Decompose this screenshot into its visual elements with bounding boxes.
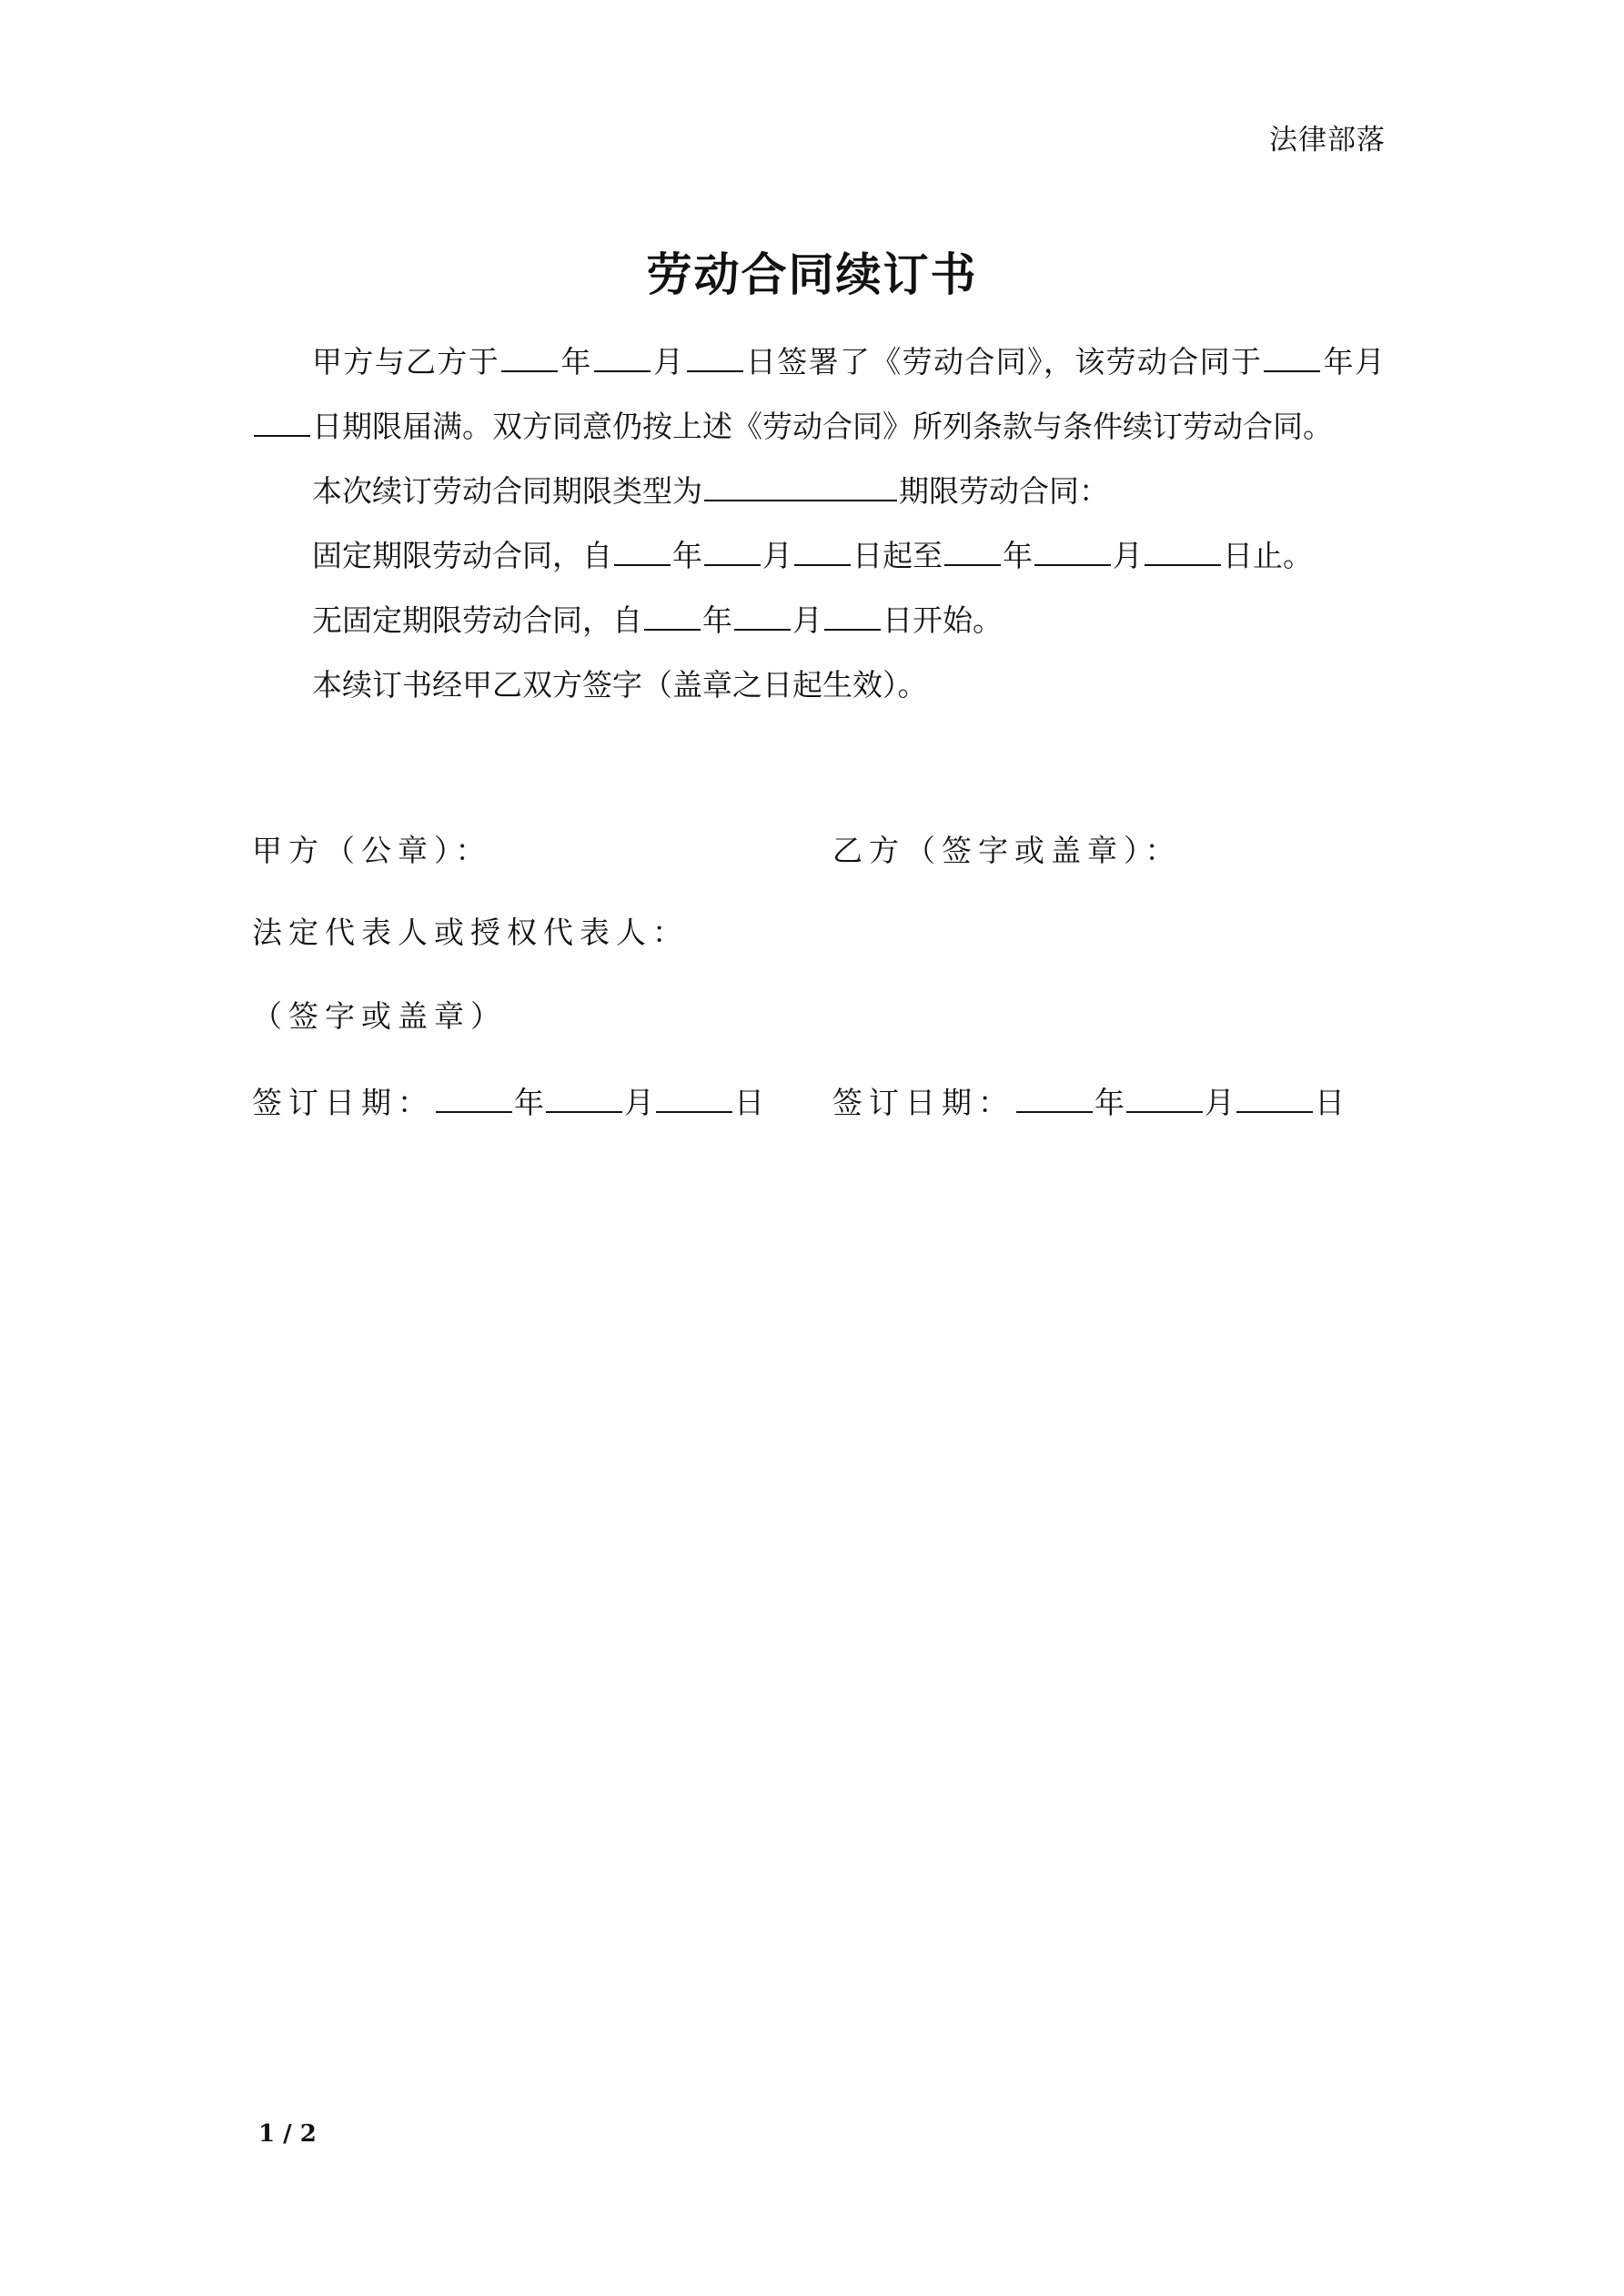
blank-line	[1145, 538, 1221, 566]
party-a-label: 甲方（公章）：	[252, 833, 492, 868]
day-label: 日	[1315, 1085, 1345, 1120]
party-a-sign-date	[252, 1079, 764, 1122]
blank-line	[1236, 1085, 1313, 1113]
blank-line	[254, 409, 310, 437]
fixed-term-text: 日止。	[1223, 538, 1313, 573]
term-type-text: 期限劳动合同：	[899, 473, 1109, 509]
document-body	[252, 329, 1385, 717]
fixed-term-paragraph	[252, 523, 1385, 588]
month-label: 月	[1205, 1085, 1235, 1120]
month-label: 月	[624, 1085, 654, 1120]
blank-line	[1016, 1085, 1093, 1113]
fixed-term-text: 年	[672, 538, 702, 573]
year-label: 年	[1094, 1085, 1125, 1120]
intro-paragraph	[252, 329, 1385, 459]
blank-line	[1034, 538, 1111, 566]
blank-line	[794, 538, 851, 566]
blank-line	[704, 473, 897, 501]
fixed-term-text: 年	[1003, 538, 1033, 573]
blank-line	[734, 602, 791, 631]
blank-line	[687, 344, 743, 372]
page-number: 1 / 2	[258, 2120, 317, 2148]
blank-line	[1126, 1085, 1203, 1113]
blank-line	[824, 602, 881, 631]
blank-line	[614, 538, 671, 566]
sign-note: （签字或盖章）	[252, 998, 507, 1034]
term-type-paragraph	[252, 459, 1385, 523]
document-title: 劳动合同续订书	[646, 248, 978, 301]
intro-text: 月	[1355, 344, 1386, 379]
intro-text: 甲方与乙方于	[312, 344, 500, 379]
fixed-term-text: 月	[762, 538, 792, 573]
blank-line	[546, 1085, 622, 1113]
fixed-term-text: 固定期限劳动合同，自	[312, 538, 612, 573]
intro-text: 年	[560, 344, 592, 379]
blank-line	[704, 538, 761, 566]
legal-rep-label: 法定代表人或授权代表人：	[252, 915, 689, 950]
blank-line	[1264, 344, 1320, 372]
fixed-term-text: 月	[1113, 538, 1143, 573]
day-label: 日	[734, 1085, 764, 1120]
year-label: 年	[514, 1085, 544, 1120]
blank-line	[944, 538, 1001, 566]
blank-line	[436, 1085, 512, 1113]
intro-text: 年	[1322, 344, 1356, 379]
date-label: 签订日期：	[832, 1085, 1014, 1120]
date-label: 签订日期：	[252, 1085, 434, 1120]
party-b-label: 乙方（签字或盖章）：	[832, 833, 1182, 868]
blank-line	[644, 602, 701, 631]
blank-line	[501, 344, 558, 372]
blank-line	[656, 1085, 732, 1113]
open-term-text: 年	[702, 602, 732, 638]
open-term-paragraph	[252, 588, 1385, 652]
open-term-text: 月	[792, 602, 822, 638]
open-term-text: 日开始。	[883, 602, 1003, 638]
blank-line	[594, 344, 651, 372]
effect-paragraph: 本续订书经甲乙双方签字（盖章之日起生效）。	[312, 667, 928, 703]
brand-header: 法律部落	[1269, 124, 1386, 157]
intro-text: 月	[651, 344, 685, 379]
term-type-text: 本次续订劳动合同期限类型为	[312, 473, 702, 509]
open-term-text: 无固定期限劳动合同，自	[312, 602, 642, 638]
fixed-term-text: 日起至	[852, 538, 943, 573]
intro-text: 日签署了《劳动合同》，该劳动合同于	[744, 344, 1263, 379]
party-b-sign-date	[832, 1079, 1345, 1122]
intro-text: 日期限届满。双方同意仍按上述《劳动合同》所列条款与条件续订劳动合同。	[312, 409, 1333, 444]
